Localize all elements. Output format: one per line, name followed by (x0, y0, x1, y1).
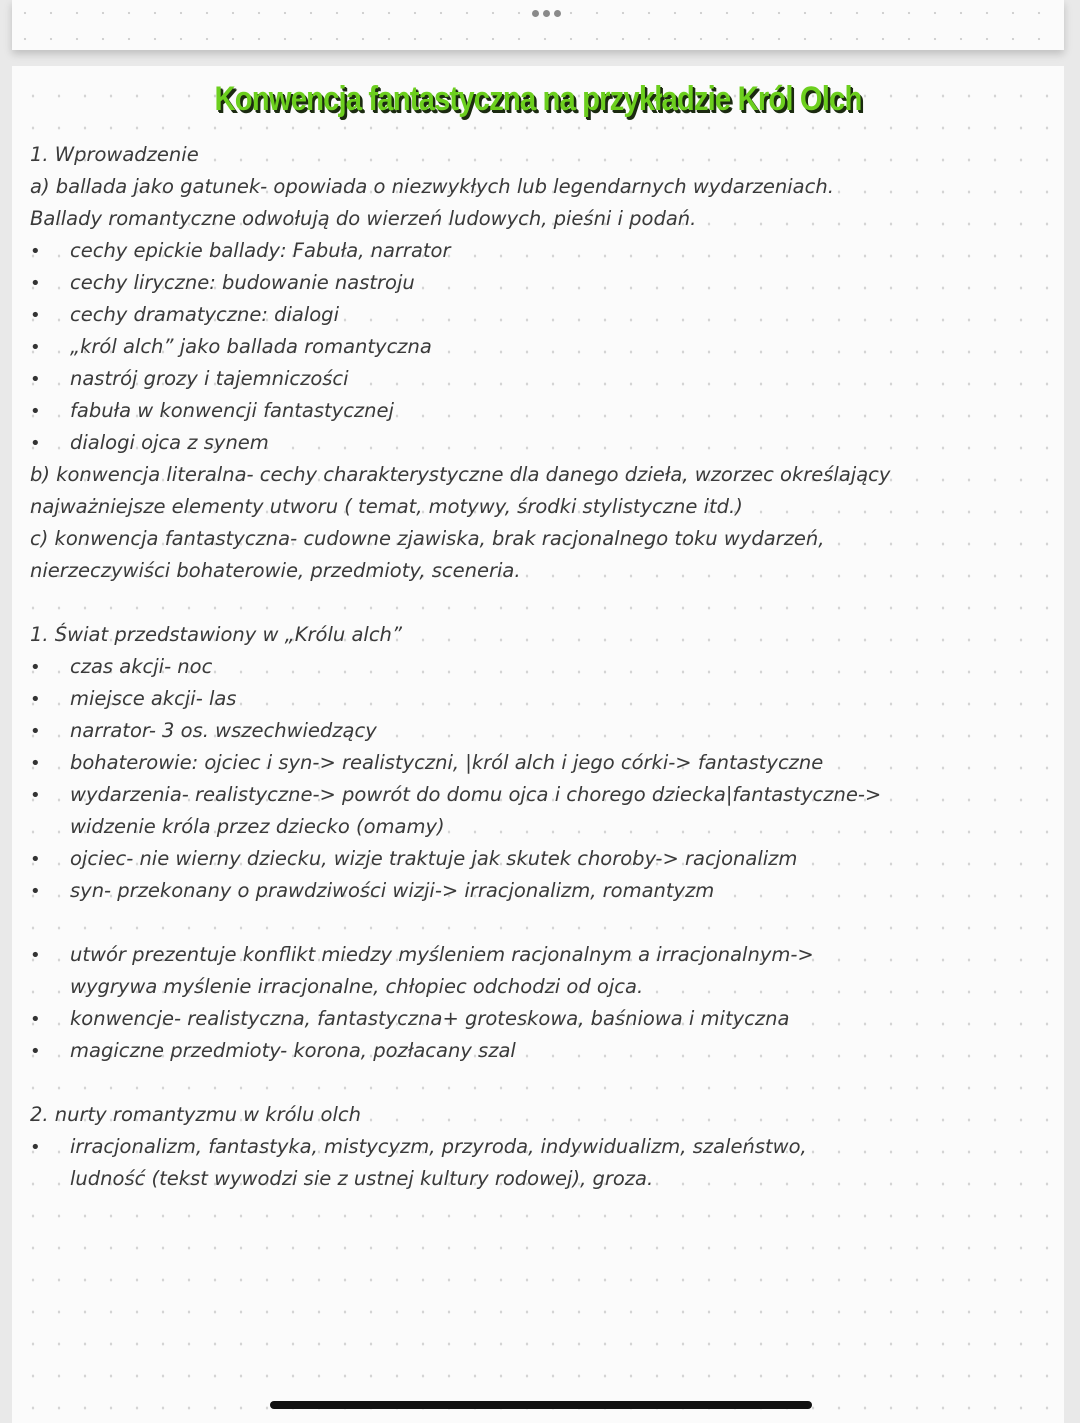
text-line: 2. nurty romantyzmu w królu olch (30, 1103, 361, 1126)
bullet-icon: • (30, 433, 41, 454)
bullet-item: irracjonalizm, fantastyka, mistycyzm, przyroda, indywidualizm, szaleństwo, (70, 1135, 807, 1158)
bullet-item: bohaterowie: ojciec i syn-> realistyczni, |król alch i jego córki-> fantastyczne (70, 751, 824, 774)
bullet-icon: • (30, 1137, 41, 1158)
text-line: widzenie króla przez dziecko (omamy) (70, 815, 445, 838)
bullet-icon: • (30, 849, 41, 870)
bullet-icon: • (30, 369, 41, 390)
bullet-item: czas akcji- noc (70, 655, 213, 678)
bullet-item: „król alch” jako ballada romantyczna (70, 335, 432, 358)
bullet-icon: • (30, 689, 41, 710)
home-indicator[interactable] (270, 1401, 812, 1409)
bullet-icon: • (30, 785, 41, 806)
bullet-icon: • (30, 657, 41, 678)
bullet-item: magiczne przedmioty- korona, pozłacany szal (70, 1039, 516, 1062)
bullet-icon: • (30, 881, 41, 902)
bullet-icon: • (30, 945, 41, 966)
more-options-icon[interactable] (532, 10, 561, 17)
bullet-icon: • (30, 241, 41, 262)
bullet-item: utwór prezentuje konflikt miedzy myśleniem racjonalnym a irracjonalnym-> (70, 943, 814, 966)
bullet-icon: • (30, 753, 41, 774)
text-line: Ballady romantyczne odwołują do wierzeń ludowych, pieśni i podań. (30, 207, 697, 230)
bullet-item: fabuła w konwencji fantastycznej (70, 399, 394, 422)
bullet-item: dialogi ojca z synem (70, 431, 269, 454)
text-line: 1. Świat przedstawiony w „Królu alch” (30, 623, 403, 646)
bullet-item: cechy dramatyczne: dialogi (70, 303, 339, 326)
text-line: najważniejsze elementy utworu ( temat, motywy, środki stylistyczne itd.) (30, 495, 743, 518)
bullet-item: nastrój grozy i tajemniczości (70, 367, 349, 390)
bullet-item: wydarzenia- realistyczne-> powrót do domu ojca i chorego dziecka|fantastyczne-> (70, 783, 882, 806)
bullet-icon: • (30, 1009, 41, 1030)
note-page (12, 66, 1064, 1423)
bullet-item: cechy epickie ballady: Fabuła, narrator (70, 239, 451, 262)
top-toolbar (12, 0, 1064, 50)
bullet-icon: • (30, 273, 41, 294)
text-line: ludność (tekst wywodzi sie z ustnej kultury rodowej), groza. (70, 1167, 654, 1190)
bullet-icon: • (30, 721, 41, 742)
bullet-item: narrator- 3 os. wszechwiedzący (70, 719, 377, 742)
bullet-item: konwencje- realistyczna, fantastyczna+ groteskowa, baśniowa i mityczna (70, 1007, 790, 1030)
text-line: b) konwencja literalna- cechy charakterystyczne dla danego dzieła, wzorzec określający (30, 463, 891, 486)
bullet-item: syn- przekonany o prawdziwości wizji-> irracjonalizm, romantyzm (70, 879, 715, 902)
text-line: nierzeczywiści bohaterowie, przedmioty, sceneria. (30, 559, 521, 582)
bullet-icon: • (30, 305, 41, 326)
bullet-item: ojciec- nie wierny dziecku, wizje traktuje jak skutek choroby-> racjonalizm (70, 847, 798, 870)
text-line: a) ballada jako gatunek- opowiada o niezwykłych lub legendarnych wydarzeniach. (30, 175, 834, 198)
text-line: wygrywa myślenie irracjonalne, chłopiec odchodzi od ojca. (70, 975, 644, 998)
bullet-icon: • (30, 401, 41, 422)
bullet-icon: • (30, 1041, 41, 1062)
bullet-icon: • (30, 337, 41, 358)
text-line: 1. Wprowadzenie (30, 143, 199, 166)
text-line: c) konwencja fantastyczna- cudowne zjawiska, brak racjonalnego toku wydarzeń, (30, 527, 825, 550)
bullet-item: cechy liryczne: budowanie nastroju (70, 271, 415, 294)
bullet-item: miejsce akcji- las (70, 687, 237, 710)
page-title: Konwencja fantastyczna na przykładzie Król Olch (214, 80, 862, 118)
